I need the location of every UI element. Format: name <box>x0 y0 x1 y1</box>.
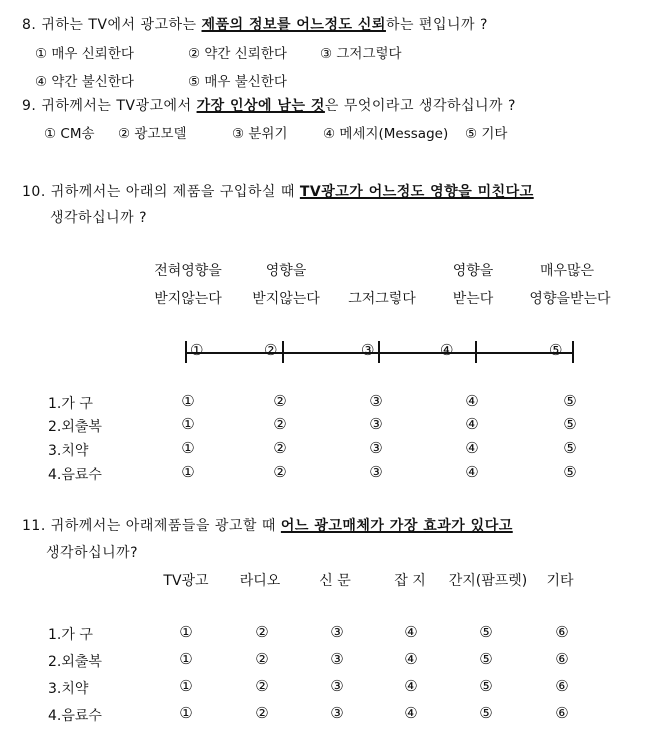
q9-text-pre: 귀하께서는 TV광고에서 <box>41 98 197 114</box>
q10-choice-r1-c4[interactable]: ④ <box>465 392 479 410</box>
q9-option-4: ④ 메세지(Message) <box>323 126 449 142</box>
question-8 <box>22 14 488 34</box>
q10-choice-r3-c1[interactable]: ① <box>181 439 195 457</box>
q10-choice-r1-c3[interactable]: ③ <box>369 392 383 410</box>
q10-choice-r2-c2[interactable]: ② <box>273 415 287 433</box>
q10-header-bottom-4: 받는다 <box>452 291 494 307</box>
q10-header-bottom-1: 받지않는다 <box>154 291 222 307</box>
q8-option-3: ③ 그저그렇다 <box>320 46 402 62</box>
scale-tick-5 <box>572 341 574 363</box>
q10-header-top-5: 매우많은 <box>539 263 595 279</box>
q10-header-top-2: 영향을 <box>265 263 307 279</box>
q10-text-line2: 생각하십니까 ? <box>50 210 148 226</box>
q11-media-1: TV광고 <box>163 573 209 589</box>
q11-media-4: 잡 지 <box>394 573 426 589</box>
q8-option-2: ② 약간 신뢰한다 <box>188 46 287 62</box>
q8-option-4: ④ 약간 불신한다 <box>35 74 134 90</box>
q10-row-label-4: 4.음료수 <box>48 467 102 483</box>
q11-choice-r3-c3[interactable]: ③ <box>330 677 344 695</box>
q11-choice-r4-c2[interactable]: ② <box>255 704 269 722</box>
q10-text-pre: 귀하께서는 아래의 제품을 구입하실 때 <box>50 184 300 200</box>
q11-media-3: 신 문 <box>319 573 351 589</box>
question-11 <box>22 515 513 535</box>
q11-choice-r4-c6[interactable]: ⑥ <box>555 704 569 722</box>
scale-mark-3: ③ <box>361 341 375 359</box>
q11-choice-r1-c5[interactable]: ⑤ <box>479 623 493 641</box>
q10-text-underlined: TV광고가 어느정도 영향을 미친다고 <box>299 184 534 200</box>
q11-choice-r2-c3[interactable]: ③ <box>330 650 344 668</box>
q11-choice-r1-c3[interactable]: ③ <box>330 623 344 641</box>
q9-option-2: ② 광고모델 <box>118 126 187 142</box>
q10-choice-r1-c1[interactable]: ① <box>181 392 195 410</box>
q10-choice-r1-c2[interactable]: ② <box>273 392 287 410</box>
q11-text-line2: 생각하십니까? <box>46 545 139 561</box>
scale-tick-3 <box>378 341 380 363</box>
q10-choice-r4-c1[interactable]: ① <box>181 463 195 481</box>
q8-text-underlined: 제품의 정보를 어느정도 신뢰 <box>201 17 386 33</box>
q11-choice-r4-c1[interactable]: ① <box>179 704 193 722</box>
q10-header-bottom-3: 그저그렇다 <box>348 291 416 307</box>
q11-choice-r3-c2[interactable]: ② <box>255 677 269 695</box>
q10-choice-r2-c3[interactable]: ③ <box>369 415 383 433</box>
q11-number: 11. <box>22 518 46 534</box>
q11-row-label-1: 1.가 구 <box>48 627 93 643</box>
q8-text-pre: 귀하는 TV에서 광고하는 <box>41 17 202 33</box>
q11-media-2: 라디오 <box>239 573 281 589</box>
scale-mark-2: ② <box>264 341 278 359</box>
q8-number: 8. <box>22 17 37 33</box>
q11-choice-r3-c4[interactable]: ④ <box>404 677 418 695</box>
q11-choice-r2-c4[interactable]: ④ <box>404 650 418 668</box>
q8-option-1: ① 매우 신뢰한다 <box>35 46 134 62</box>
q10-header-bottom-5: 영향을받는다 <box>529 291 611 307</box>
scale-tick-1 <box>185 341 187 363</box>
q11-choice-r2-c5[interactable]: ⑤ <box>479 650 493 668</box>
q11-choice-r4-c3[interactable]: ③ <box>330 704 344 722</box>
q11-choice-r1-c4[interactable]: ④ <box>404 623 418 641</box>
q11-choice-r3-c1[interactable]: ① <box>179 677 193 695</box>
question-10 <box>22 181 534 201</box>
q9-text-underlined: 가장 인상에 남는 것 <box>196 98 325 114</box>
q10-choice-r3-c4[interactable]: ④ <box>465 439 479 457</box>
q10-header-top-4: 영향을 <box>452 263 494 279</box>
q11-choice-r1-c6[interactable]: ⑥ <box>555 623 569 641</box>
scale-mark-5: ⑤ <box>549 341 563 359</box>
scale-axis <box>185 352 574 354</box>
q10-choice-r4-c3[interactable]: ③ <box>369 463 383 481</box>
scale-tick-4 <box>475 341 477 363</box>
q10-row-label-2: 2.외출복 <box>48 419 102 435</box>
q10-choice-r4-c4[interactable]: ④ <box>465 463 479 481</box>
q8-option-5: ⑤ 매우 불신한다 <box>188 74 287 90</box>
q11-text-underlined: 어느 광고매체가 가장 효과가 있다고 <box>280 518 513 534</box>
q11-row-label-2: 2.외출복 <box>48 654 102 670</box>
q11-choice-r4-c5[interactable]: ⑤ <box>479 704 493 722</box>
scale-mark-1: ① <box>190 341 204 359</box>
scale-mark-4: ④ <box>440 341 454 359</box>
q10-row-label-1: 1.가 구 <box>48 396 93 412</box>
q11-text-pre: 귀하께서는 아래제품들을 광고할 때 <box>50 518 281 534</box>
q11-choice-r3-c6[interactable]: ⑥ <box>555 677 569 695</box>
q10-header-bottom-2: 받지않는다 <box>252 291 320 307</box>
q9-option-1: ① CM송 <box>44 126 95 142</box>
q10-header-top-1: 전혀영향을 <box>154 263 222 279</box>
q10-choice-r3-c2[interactable]: ② <box>273 439 287 457</box>
q11-choice-r4-c4[interactable]: ④ <box>404 704 418 722</box>
q10-row-label-3: 3.치약 <box>48 443 89 459</box>
q10-choice-r4-c5[interactable]: ⑤ <box>563 463 577 481</box>
q11-media-6: 기타 <box>546 573 574 589</box>
q9-option-3: ③ 분위기 <box>232 126 288 142</box>
q10-choice-r2-c4[interactable]: ④ <box>465 415 479 433</box>
question-9 <box>22 95 516 115</box>
q11-choice-r2-c2[interactable]: ② <box>255 650 269 668</box>
q9-option-5: ⑤ 기타 <box>465 126 508 142</box>
q11-media-5: 간지(팜프렛) <box>448 573 528 589</box>
q9-text-post: 은 무엇이라고 생각하십니까 ? <box>324 98 516 114</box>
q11-choice-r2-c1[interactable]: ① <box>179 650 193 668</box>
q10-choice-r4-c2[interactable]: ② <box>273 463 287 481</box>
q10-number: 10. <box>22 184 46 200</box>
q11-row-label-3: 3.치약 <box>48 681 89 697</box>
q11-choice-r1-c1[interactable]: ① <box>179 623 193 641</box>
q10-choice-r1-c5[interactable]: ⑤ <box>563 392 577 410</box>
q10-choice-r3-c5[interactable]: ⑤ <box>563 439 577 457</box>
q10-choice-r3-c3[interactable]: ③ <box>369 439 383 457</box>
q11-choice-r3-c5[interactable]: ⑤ <box>479 677 493 695</box>
q9-number: 9. <box>22 98 37 114</box>
q10-choice-r2-c5[interactable]: ⑤ <box>563 415 577 433</box>
scale-tick-2 <box>282 341 284 363</box>
q11-choice-r2-c6[interactable]: ⑥ <box>555 650 569 668</box>
q10-choice-r2-c1[interactable]: ① <box>181 415 195 433</box>
q11-choice-r1-c2[interactable]: ② <box>255 623 269 641</box>
q11-row-label-4: 4.음료수 <box>48 708 102 724</box>
q8-text-post: 하는 편입니까 ? <box>385 17 488 33</box>
